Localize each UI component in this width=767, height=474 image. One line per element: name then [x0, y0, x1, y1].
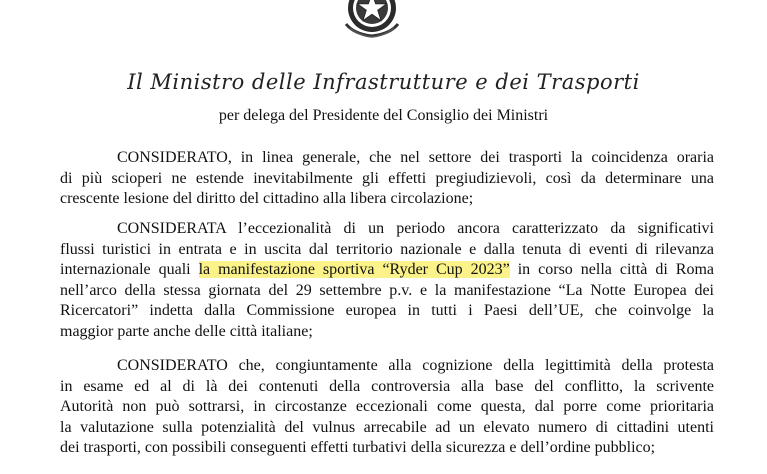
text-line: di più scioperi ne estende inevitabilmente gli effetti pregiudizievoli, così da determinare una: [60, 169, 714, 187]
text-line: la valutazione sulla potenzialità del vulnus arrecabile ad un elevato numero di cittadini utenti: [60, 418, 714, 436]
text-line: nell’arco della stessa giornata del 29 settembre p.v. e la manifestazione “La Notte Europea dei: [60, 281, 714, 299]
italian-republic-emblem-icon: [340, 0, 404, 38]
text-line: flussi turistici in entrata e in uscita dal territorio nazionale e dalla tenuta di eventi di rilevanza: [60, 240, 714, 258]
highlighted-text: la manifestazione sportiva “Ryder Cup 2023”: [198, 261, 510, 278]
paragraph-considerata: [60, 219, 714, 342]
text-line: maggior parte anche delle città italiane;: [60, 322, 313, 340]
text-line: CONSIDERATO, in linea generale, che nel settore dei trasporti la coincidenza oraria: [117, 149, 714, 166]
text-line-with-highlight: [60, 260, 714, 281]
text-line: dei trasporti, con possibili conseguenti effetti turbativi della sicurezza e dell’ordine pubblico;: [60, 439, 656, 456]
text-line: Ricercatori” indetta dalla Commissione europea in tutti i Paesi dell’UE, che coinvolge la: [60, 302, 714, 319]
ministry-title: Il Ministro delle Infrastrutture e dei Trasporti: [127, 70, 640, 94]
delegation-line: per delega del Presidente del Consiglio dei Ministri: [218, 107, 549, 124]
paragraph-considerato-1: [60, 148, 714, 210]
text-line: in esame ed al di là dei contenuti della controversia alla base del conflitto, la scrivente: [60, 377, 714, 395]
text-line: CONSIDERATA l’eccezionalità di un periodo ancora caratterizzato da significativi: [117, 220, 714, 237]
paragraph-considerato-2: [60, 356, 714, 459]
text-line: CONSIDERATO che, congiuntamente alla cognizione della legittimità della protesta: [117, 357, 714, 374]
text-segment: internazionale quali: [60, 261, 199, 278]
text-line: Autorità non può sottrarsi, in circostanze eccezionali come questa, dal porre come prioritaria: [60, 398, 714, 415]
text-line: crescente lesione del diritto del cittadino alla libera circolazione;: [60, 190, 474, 207]
text-segment: in corso nella città di Roma: [509, 261, 715, 278]
